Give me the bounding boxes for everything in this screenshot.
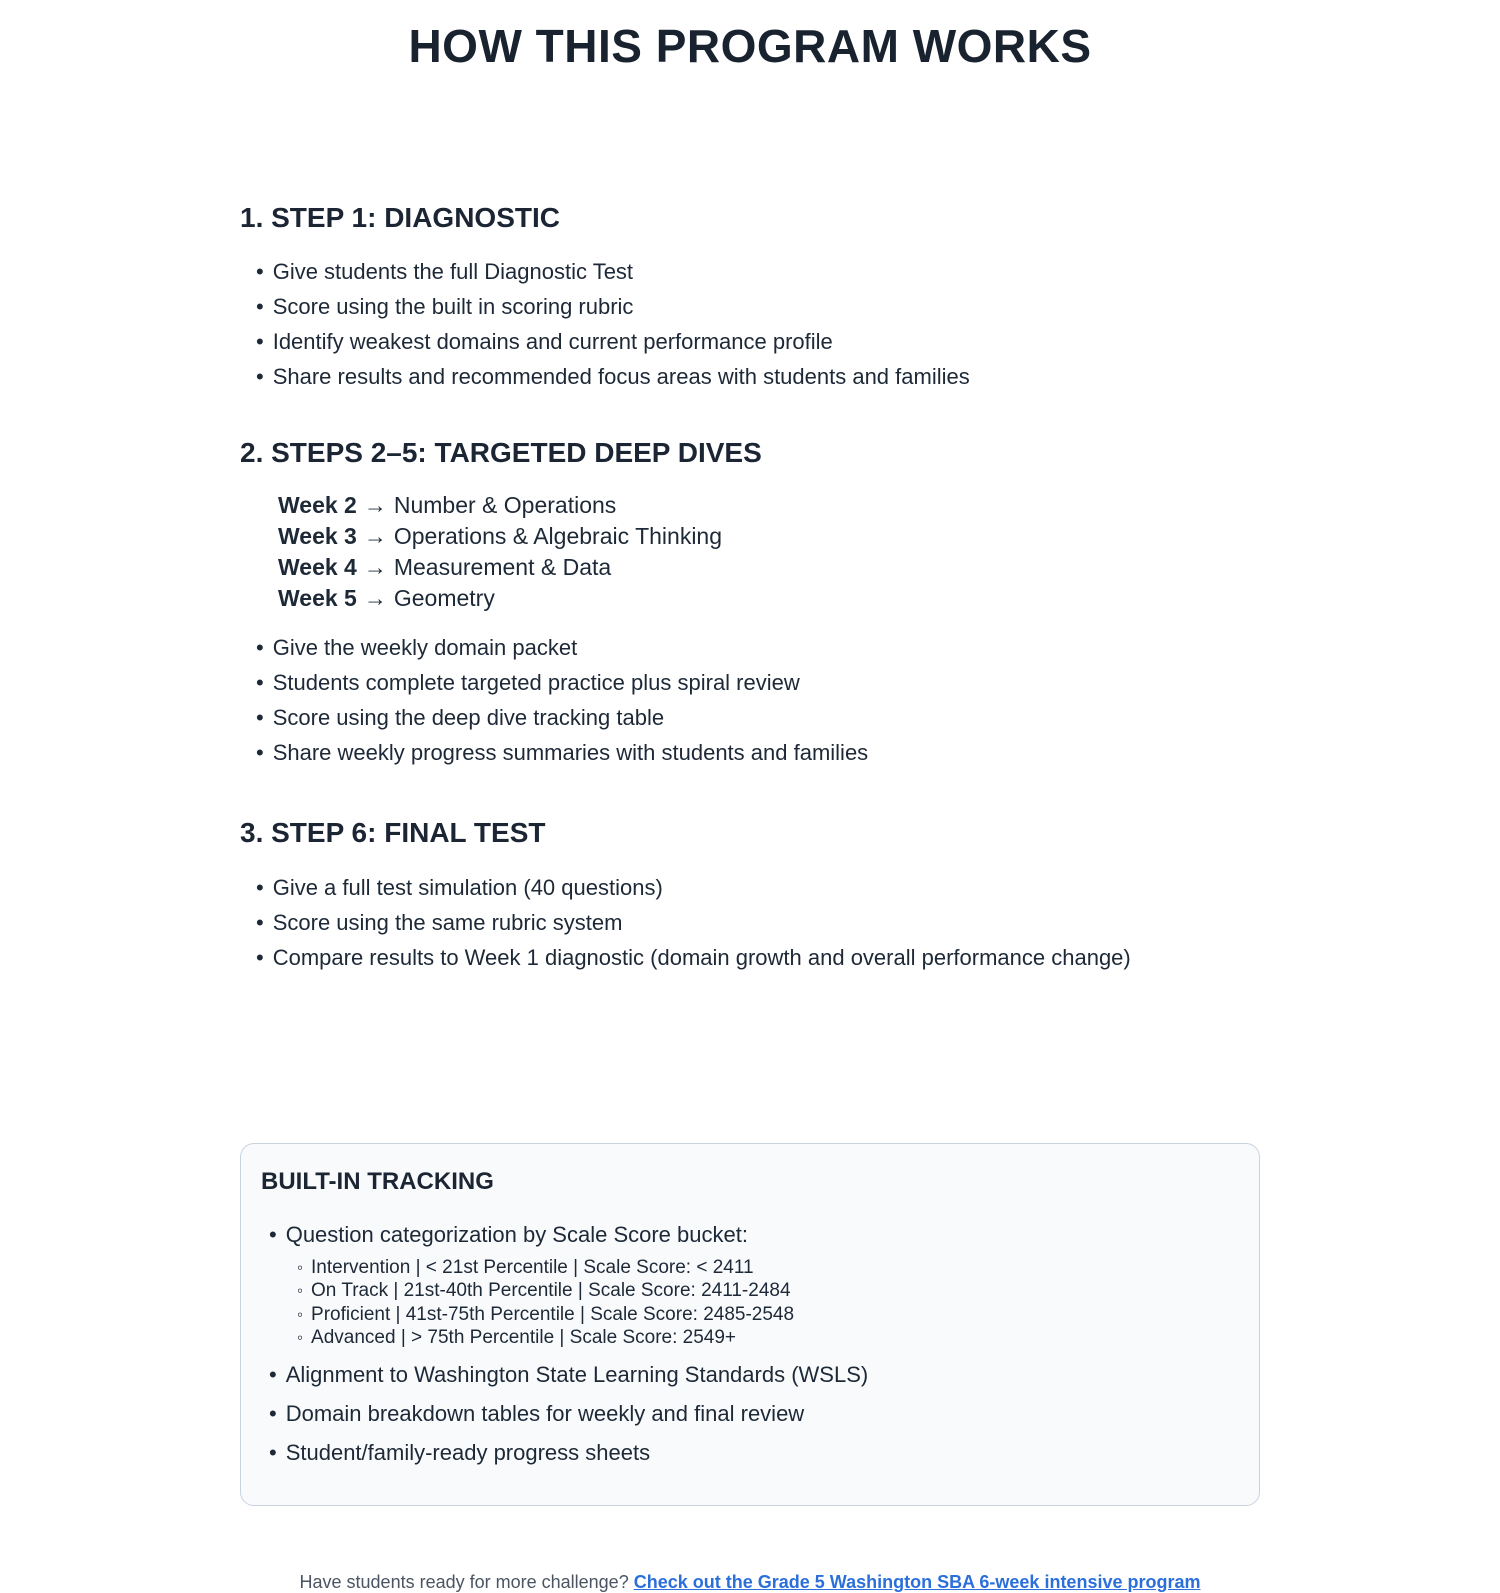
tracking-panel-heading: BUILT-IN TRACKING: [261, 1167, 494, 1195]
list-item: [256, 254, 1260, 289]
list-item: [269, 1220, 1239, 1350]
bullet-marker: •: [269, 1400, 277, 1426]
week-label: Week 5: [278, 585, 357, 612]
arrow-icon: →: [363, 554, 387, 581]
list-item-text: Share weekly progress summaries with students and families: [272, 740, 869, 766]
bullet-marker: •: [269, 1221, 277, 1247]
list-item-text: Students complete targeted practice plus spiral review: [272, 670, 800, 696]
footer-link[interactable]: Check out the Grade 5 Washington SBA 6-week intensive program: [633, 1571, 1201, 1592]
sub-bullet-marker: ◦: [297, 1328, 304, 1348]
list-item-text: Share results and recommended focus areas with students and families: [272, 364, 970, 390]
page-title: HOW THIS PROGRAM WORKS: [408, 20, 1092, 72]
bullet-marker: •: [256, 705, 264, 731]
week-mapping: [278, 583, 1260, 614]
list-item-text: On Track | 21st-40th Percentile | Scale Score: 2411-2484: [311, 1280, 791, 1302]
list-item: [297, 1256, 1239, 1280]
week-topic: Operations & Algebraic Thinking: [393, 523, 723, 550]
list-item: [256, 665, 1260, 700]
bullet-marker: •: [256, 670, 264, 696]
bullet-marker: •: [256, 909, 264, 935]
list-item-text: Question categorization by Scale Score bucket:: [285, 1221, 748, 1247]
section-step-1-diagnostic: [240, 201, 1260, 395]
tracking-bullet-list: [261, 1220, 1239, 1468]
list-item-text: Identify weakest domains and current performance profile: [272, 329, 833, 355]
bullet-list: [240, 630, 1260, 770]
week-mapping: [278, 490, 1260, 521]
list-item: [297, 1303, 1239, 1327]
bullet-marker: •: [256, 259, 264, 285]
arrow-icon: →: [363, 523, 387, 550]
week-label: Week 2: [278, 492, 357, 519]
bullet-marker: •: [269, 1439, 277, 1465]
section-steps-2-5-deep-dives: [240, 436, 1260, 770]
bullet-list: [240, 254, 1260, 394]
list-item: [256, 630, 1260, 665]
list-item: [256, 289, 1260, 324]
list-item: [256, 324, 1260, 359]
list-item: [256, 359, 1260, 394]
bullet-marker: •: [256, 364, 264, 390]
list-item: [297, 1326, 1239, 1350]
section-heading: 1. STEP 1: DIAGNOSTIC: [240, 201, 560, 233]
bullet-marker: •: [256, 874, 264, 900]
week-mapping-list: [278, 490, 1260, 614]
section-heading: 3. STEP 6: FINAL TEST: [240, 817, 546, 849]
sub-bullet-marker: ◦: [297, 1281, 304, 1301]
list-item-text: Intervention | < 21st Percentile | Scale Score: < 2411: [311, 1256, 754, 1278]
list-item: [256, 870, 1260, 905]
week-topic: Geometry: [393, 585, 495, 612]
section-step-6-final-test: [240, 816, 1260, 975]
sub-bullet-marker: ◦: [297, 1304, 304, 1324]
list-item: [269, 1438, 1239, 1468]
list-item: [256, 940, 1260, 975]
list-item: [297, 1279, 1239, 1303]
list-item: [269, 1399, 1239, 1429]
bullet-marker: •: [256, 294, 264, 320]
list-item-text: Student/family-ready progress sheets: [285, 1439, 651, 1465]
list-item: [256, 700, 1260, 735]
bullet-marker: •: [256, 635, 264, 661]
list-item-text: Give the weekly domain packet: [272, 635, 578, 661]
arrow-icon: →: [363, 492, 387, 519]
week-topic: Number & Operations: [393, 492, 617, 519]
bullet-marker: •: [256, 329, 264, 355]
sub-bullet-marker: ◦: [297, 1257, 304, 1277]
list-item: [256, 905, 1260, 940]
list-item-text: Give a full test simulation (40 questions): [272, 874, 663, 900]
week-label: Week 3: [278, 523, 357, 550]
footer: [0, 1572, 1500, 1593]
bullet-marker: •: [269, 1361, 277, 1387]
list-item-text: Score using the same rubric system: [272, 909, 623, 935]
list-item-text: Advanced | > 75th Percentile | Scale Score: 2549+: [311, 1327, 737, 1349]
bullet-marker: •: [256, 944, 264, 970]
week-label: Week 4: [278, 554, 357, 581]
week-topic: Measurement & Data: [393, 554, 612, 581]
scale-score-bucket-list: [269, 1256, 1239, 1350]
list-item-text: Domain breakdown tables for weekly and final review: [285, 1400, 805, 1426]
arrow-icon: →: [363, 585, 387, 612]
list-item-text: Proficient | 41st-75th Percentile | Scale Score: 2485-2548: [311, 1303, 795, 1325]
section-heading: 2. STEPS 2–5: TARGETED DEEP DIVES: [240, 437, 762, 469]
main-content: [240, 201, 1260, 1506]
bullet-list: [240, 870, 1260, 975]
built-in-tracking-panel: [240, 1143, 1260, 1506]
bullet-marker: •: [256, 740, 264, 766]
list-item-text: Alignment to Washington State Learning Standards (WSLS): [285, 1361, 869, 1387]
list-item-text: Give students the full Diagnostic Test: [272, 259, 634, 285]
list-item-text: Compare results to Week 1 diagnostic (domain growth and overall performance change): [272, 944, 1131, 970]
list-item: [256, 735, 1260, 770]
list-item: [269, 1360, 1239, 1390]
list-item-text: Score using the built in scoring rubric: [272, 294, 634, 320]
week-mapping: [278, 521, 1260, 552]
week-mapping: [278, 552, 1260, 583]
footer-prompt: Have students ready for more challenge?: [299, 1571, 629, 1592]
list-item-text: Score using the deep dive tracking table: [272, 705, 665, 731]
